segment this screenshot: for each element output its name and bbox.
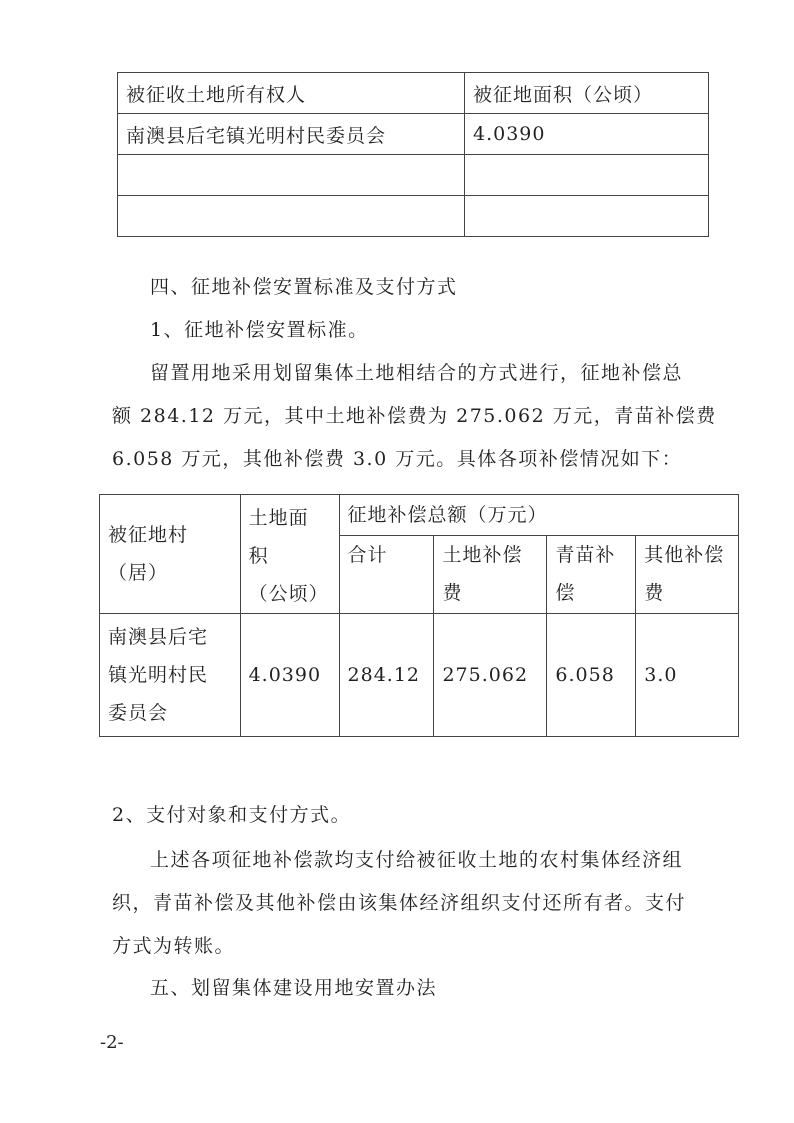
other-compensation-cell: 3.0 bbox=[636, 614, 739, 737]
compensation-table bbox=[99, 494, 739, 737]
crop-header-line: 偿 bbox=[555, 582, 576, 604]
paragraph-line: 6.058 万元，其他补偿费 3.0 万元。具体各项补偿情况如下： bbox=[112, 448, 683, 470]
sum-cell: 284.12 bbox=[339, 614, 434, 737]
table-row bbox=[118, 114, 709, 155]
area-header bbox=[240, 495, 339, 614]
village-line: 南澳县后宅 bbox=[108, 626, 209, 648]
crop-header-line: 青苗补 bbox=[555, 544, 616, 566]
owner-cell bbox=[118, 196, 465, 237]
paragraph-line: 上述各项征地补偿款均支付给被征收土地的农村集体经济组 bbox=[150, 849, 684, 871]
village-header-line: （居） bbox=[108, 562, 169, 584]
village-header bbox=[100, 495, 241, 614]
other-header-line: 其他补偿 bbox=[644, 544, 725, 566]
area-header-line: （公顷） bbox=[248, 583, 329, 605]
paragraph-line: 织，青苗补偿及其他补偿由该集体经济组织支付还所有者。支付 bbox=[112, 892, 687, 914]
owner-header: 被征收土地所有权人 bbox=[118, 73, 465, 114]
section-4-heading: 四、征地补偿安置标准及支付方式 bbox=[150, 276, 458, 298]
owner-cell: 南澳县后宅镇光明村民委员会 bbox=[118, 114, 465, 155]
area-cell: 4.0390 bbox=[240, 614, 339, 737]
other-compensation-header bbox=[636, 536, 739, 614]
table-header-row bbox=[118, 73, 709, 114]
table-row bbox=[118, 196, 709, 237]
village-line: 镇光明村民 bbox=[108, 664, 209, 686]
area-header: 被征地面积（公顷） bbox=[465, 73, 709, 114]
land-compensation-header bbox=[434, 536, 547, 614]
subsection-2-heading: 2、支付对象和支付方式。 bbox=[112, 804, 352, 826]
paragraph-line: 方式为转账。 bbox=[112, 935, 236, 957]
total-compensation-header: 征地补偿总额（万元） bbox=[339, 495, 738, 536]
section-5-heading: 五、划留集体建设用地安置办法 bbox=[150, 977, 438, 999]
land-header-line: 费 bbox=[442, 582, 463, 604]
crop-compensation-cell: 6.058 bbox=[547, 614, 636, 737]
crop-compensation-header bbox=[547, 536, 636, 614]
table-row bbox=[118, 155, 709, 196]
subsection-1-heading: 1、征地补偿安置标准。 bbox=[150, 319, 369, 341]
paragraph-line: 留置用地采用划留集体土地相结合的方式进行，征地补偿总 bbox=[150, 362, 684, 384]
table-row bbox=[100, 614, 739, 737]
area-cell bbox=[465, 155, 709, 196]
sum-header: 合计 bbox=[339, 536, 434, 614]
land-compensation-cell: 275.062 bbox=[434, 614, 547, 737]
village-header-line: 被征地村 bbox=[108, 524, 189, 546]
page-number: -2- bbox=[100, 1032, 124, 1053]
table-header-row bbox=[100, 495, 739, 536]
area-header-line: 积 bbox=[248, 545, 269, 567]
area-cell bbox=[465, 196, 709, 237]
other-header-line: 费 bbox=[644, 582, 665, 604]
village-cell bbox=[100, 614, 241, 737]
land-header-line: 土地补偿 bbox=[442, 544, 523, 566]
owner-table bbox=[117, 72, 709, 237]
area-cell: 4.0390 bbox=[465, 114, 709, 155]
area-header-line: 土地面 bbox=[248, 507, 309, 529]
paragraph-line: 额 284.12 万元，其中土地补偿费为 275.062 万元，青苗补偿费 bbox=[112, 405, 717, 427]
owner-cell bbox=[118, 155, 465, 196]
village-line: 委员会 bbox=[108, 702, 169, 724]
